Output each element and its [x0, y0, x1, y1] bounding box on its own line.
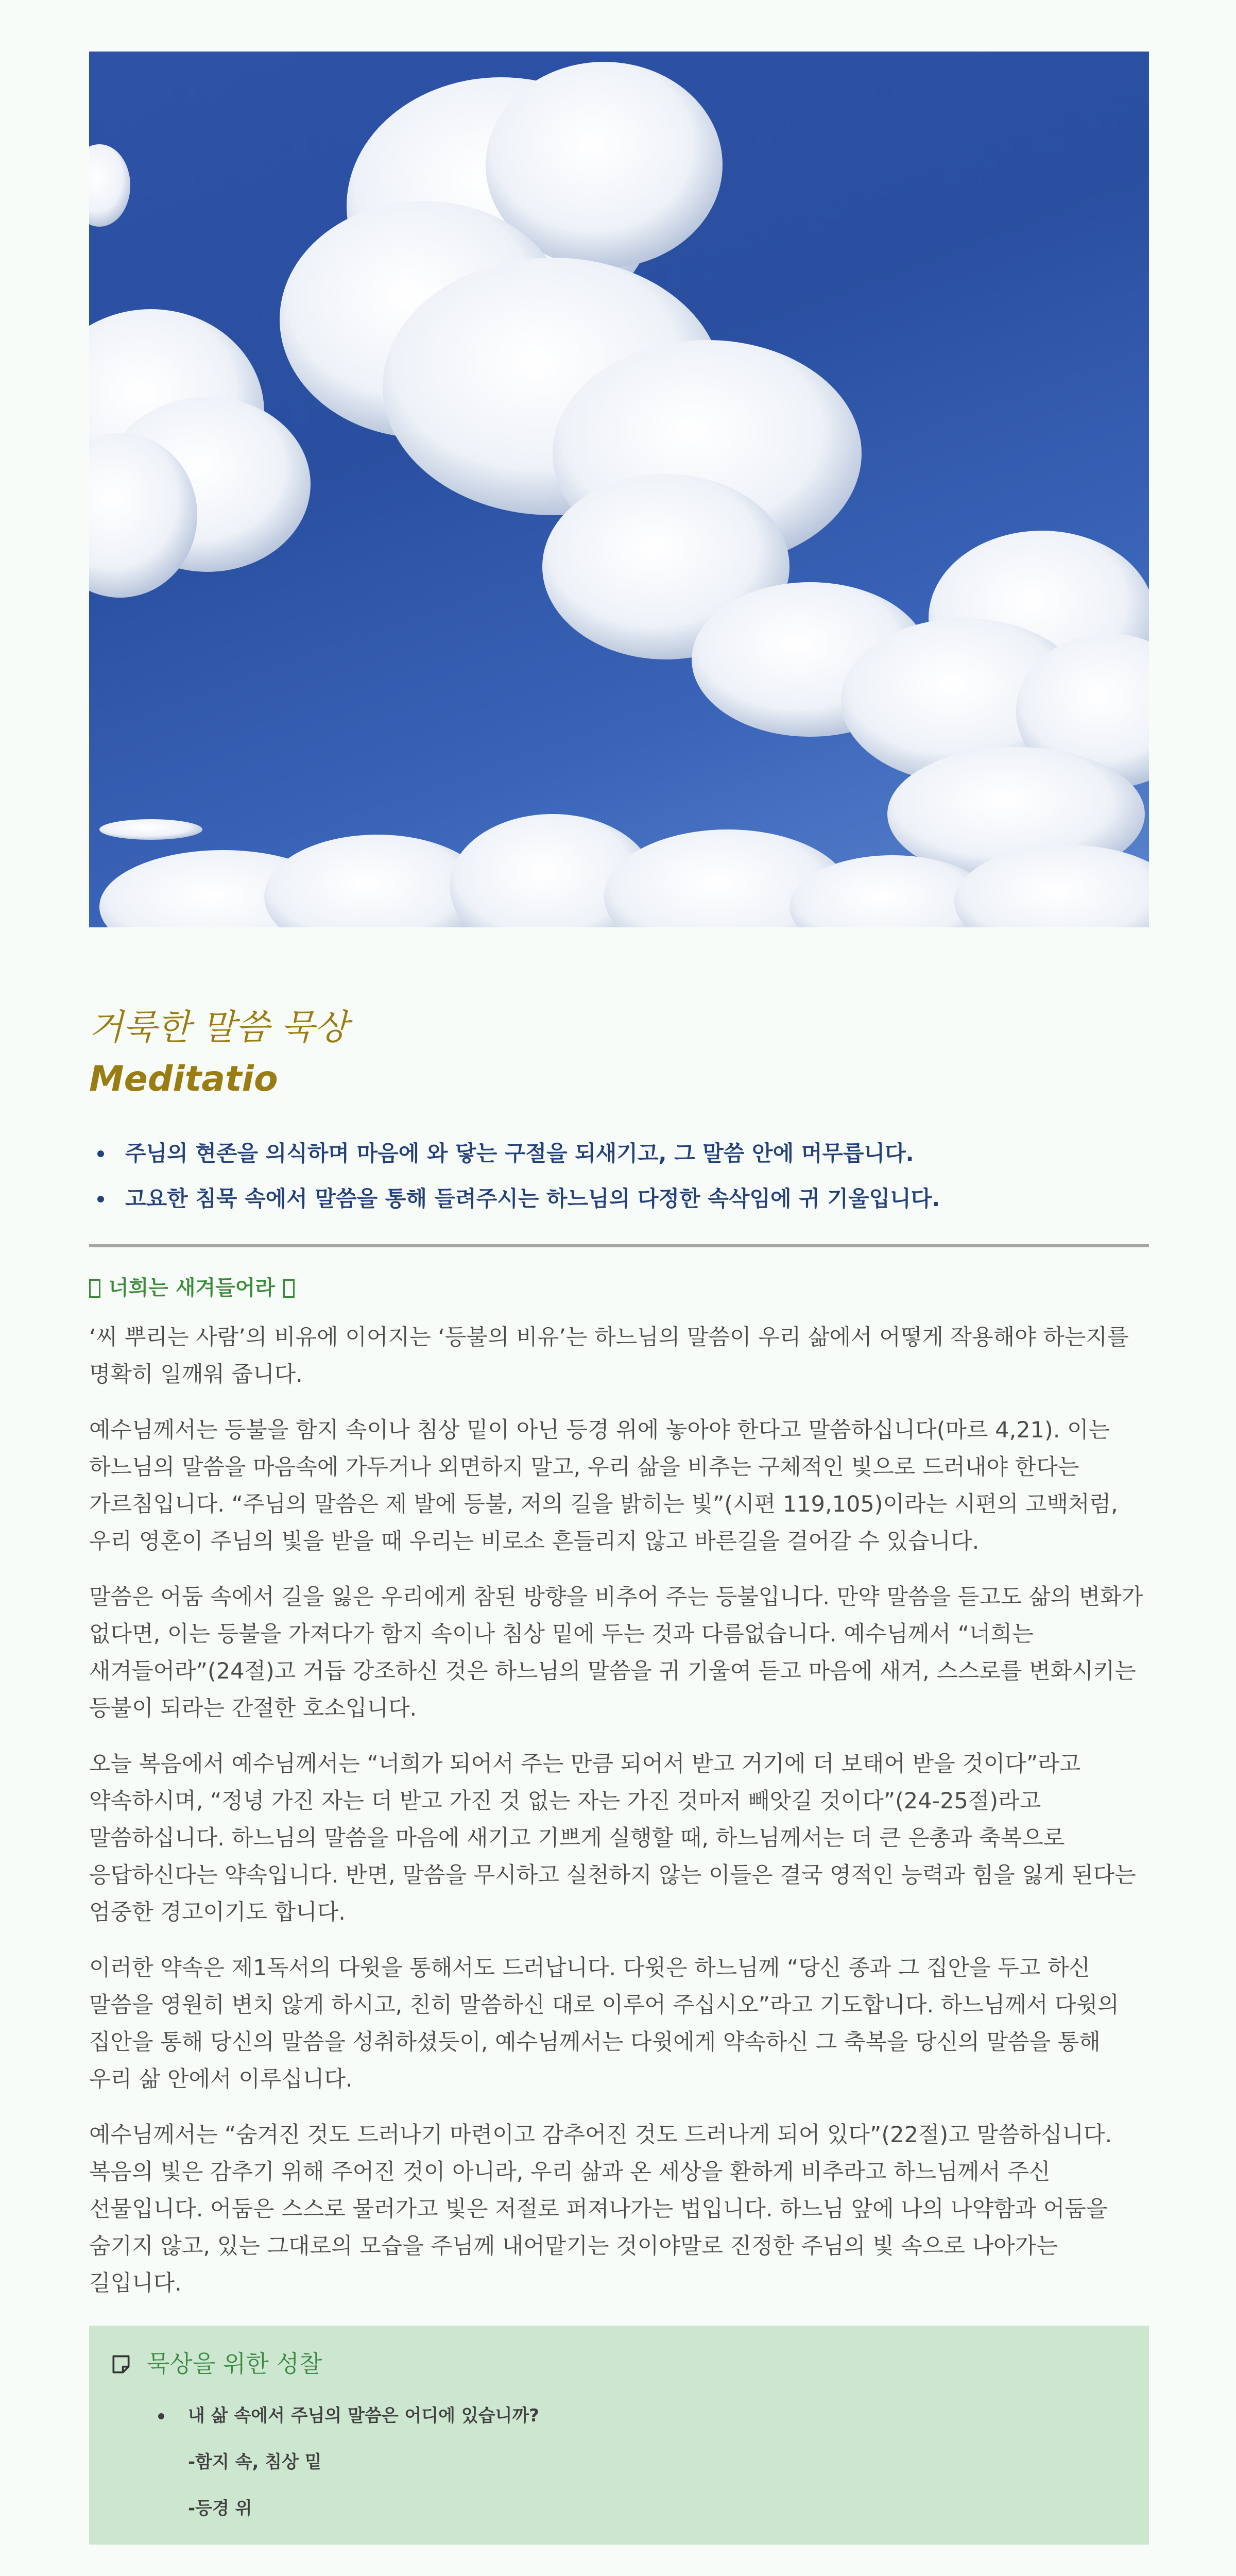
- page-title-english: Meditatio: [89, 1059, 278, 1099]
- article-body: [89, 1319, 1149, 2320]
- box-glyph-icon: [89, 1279, 100, 1298]
- intro-list: [89, 1131, 1149, 1222]
- page-title-korean: 거룩한 말씀 묵상: [89, 1007, 349, 1048]
- intro-item: 주님의 현존을 의식하며 마음에 와 닿는 구절을 되새기고, 그 말씀 안에 머무릅니다.: [89, 1131, 1149, 1176]
- cloud-illustration: [89, 52, 1149, 927]
- paragraph: 예수님께서는 등불을 함지 속이나 침상 밑이 아닌 등경 위에 놓아야 한다고 말씀하십니다(마르 4,21). 이는 하느님의 말씀을 마음속에 가두거나 외면하지 말고, 우리 삶을 비추는 구체적인 빛으로 드러내야 한다는 가르침입니다. “주님의 말씀은 제 발에 등불, 저의 길을 밝히는 빛”(시편 119,105)이라는 시편의 고백처럼, 우리 영혼이 주님의 빛을 받을 때 우리는 비로소 흔들리지 않고 바른길을 걸어갈 수 있습니다.: [89, 1417, 1118, 1554]
- reflection-heading: [110, 2345, 322, 2379]
- reflection-question: 내 삶 속에서 주님의 말씀은 어디에 있습니까?: [156, 2393, 539, 2439]
- paragraph: 이러한 약속은 제1독서의 다윗을 통해서도 드러납니다. 다윗은 하느님께 “당신 종과 그 집안을 두고 하신 말씀을 영원히 변치 않게 하시고, 친히 말씀하신 대로 이루어 주십시오”라고 기도합니다. 하느님께서 다윗의 집안을 통해 당신의 말씀을 성취하셨듯이, 예수님께서는 다윗에게 약속하신 그 축복을 당신의 말씀을 통해 우리 삶 안에서 이루십니다.: [89, 1955, 1119, 2092]
- note-icon: [110, 2353, 132, 2376]
- paragraph: 말씀은 어둠 속에서 길을 잃은 우리에게 참된 방향을 비추어 주는 등불입니다. 만약 말씀을 듣고도 삶의 변화가 없다면, 이는 등불을 가져다가 함지 속이나 침상 밑에 두는 것과 다름없습니다. 예수님께서 “너희는 새겨들어라”(24절)고 거듭 강조하신 것은 하느님의 말씀을 귀 기울여 듣고 마음에 새겨, 스스로를 변화시키는 등불이 되라는 간절한 호소입니다.: [89, 1584, 1143, 1721]
- section-heading-text: 너희는 새겨들어라: [109, 1276, 276, 1300]
- paragraph: 오늘 복음에서 예수님께서는 “너희가 되어서 주는 만큼 되어서 받고 거기에 더 보태어 받을 것이다”라고 약속하시며, “정녕 가진 자는 더 받고 가진 것 없는 자는 가진 것마저 빼앗길 것이다”(24-25절)라고 말씀하십니다. 하느님의 말씀을 마음에 새기고 기쁘게 실행할 때, 하느님께서는 더 큰 은총과 축복으로 응답하신다는 약속입니다. 반면, 말씀을 무시하고 실천하지 않는 이들은 결국 영적인 능력과 힘을 잃게 된다는 엄중한 경고이기도 합니다.: [89, 1751, 1136, 1925]
- divider: [89, 1244, 1149, 1247]
- reflection-option: -함지 속, 침상 밑: [188, 2452, 322, 2472]
- paragraph: ‘씨 뿌리는 사람’의 비유에 이어지는 ‘등불의 비유’는 하느님의 말씀이 우리 삶에서 어떻게 작용해야 하는지를 명확히 일깨워 줍니다.: [89, 1325, 1129, 1387]
- intro-item: 고요한 침묵 속에서 말씀을 통해 들려주시는 하느님의 다정한 속삭임에 귀 기울입니다.: [89, 1176, 1149, 1222]
- section-heading: [89, 1272, 295, 1301]
- paragraph: 예수님께서는 “숨겨진 것도 드러나기 마련이고 감추어진 것도 드러나게 되어 있다”(22절)고 말씀하십니다. 복음의 빛은 감추기 위해 주어진 것이 아니라, 우리 삶과 온 세상을 환하게 비추라고 하느님께서 주신 선물입니다. 어둠은 스스로 물러가고 빛은 저절로 퍼져나가는 법입니다. 하느님 앞에 나의 나약함과 어둠을 숨기지 않고, 있는 그대로의 모습을 주님께 내어맡기는 것이야말로 진정한 주님의 빛 속으로 나아가는 길입니다.: [89, 2122, 1112, 2296]
- reflection-option: -등경 위: [188, 2498, 252, 2519]
- reflection-list: [156, 2393, 539, 2532]
- box-glyph-icon: [283, 1279, 295, 1298]
- reflection-heading-text: 묵상을 위한 성찰: [147, 2350, 322, 2378]
- hero-sky-image: [89, 52, 1149, 927]
- reflection-callout: [89, 2326, 1149, 2545]
